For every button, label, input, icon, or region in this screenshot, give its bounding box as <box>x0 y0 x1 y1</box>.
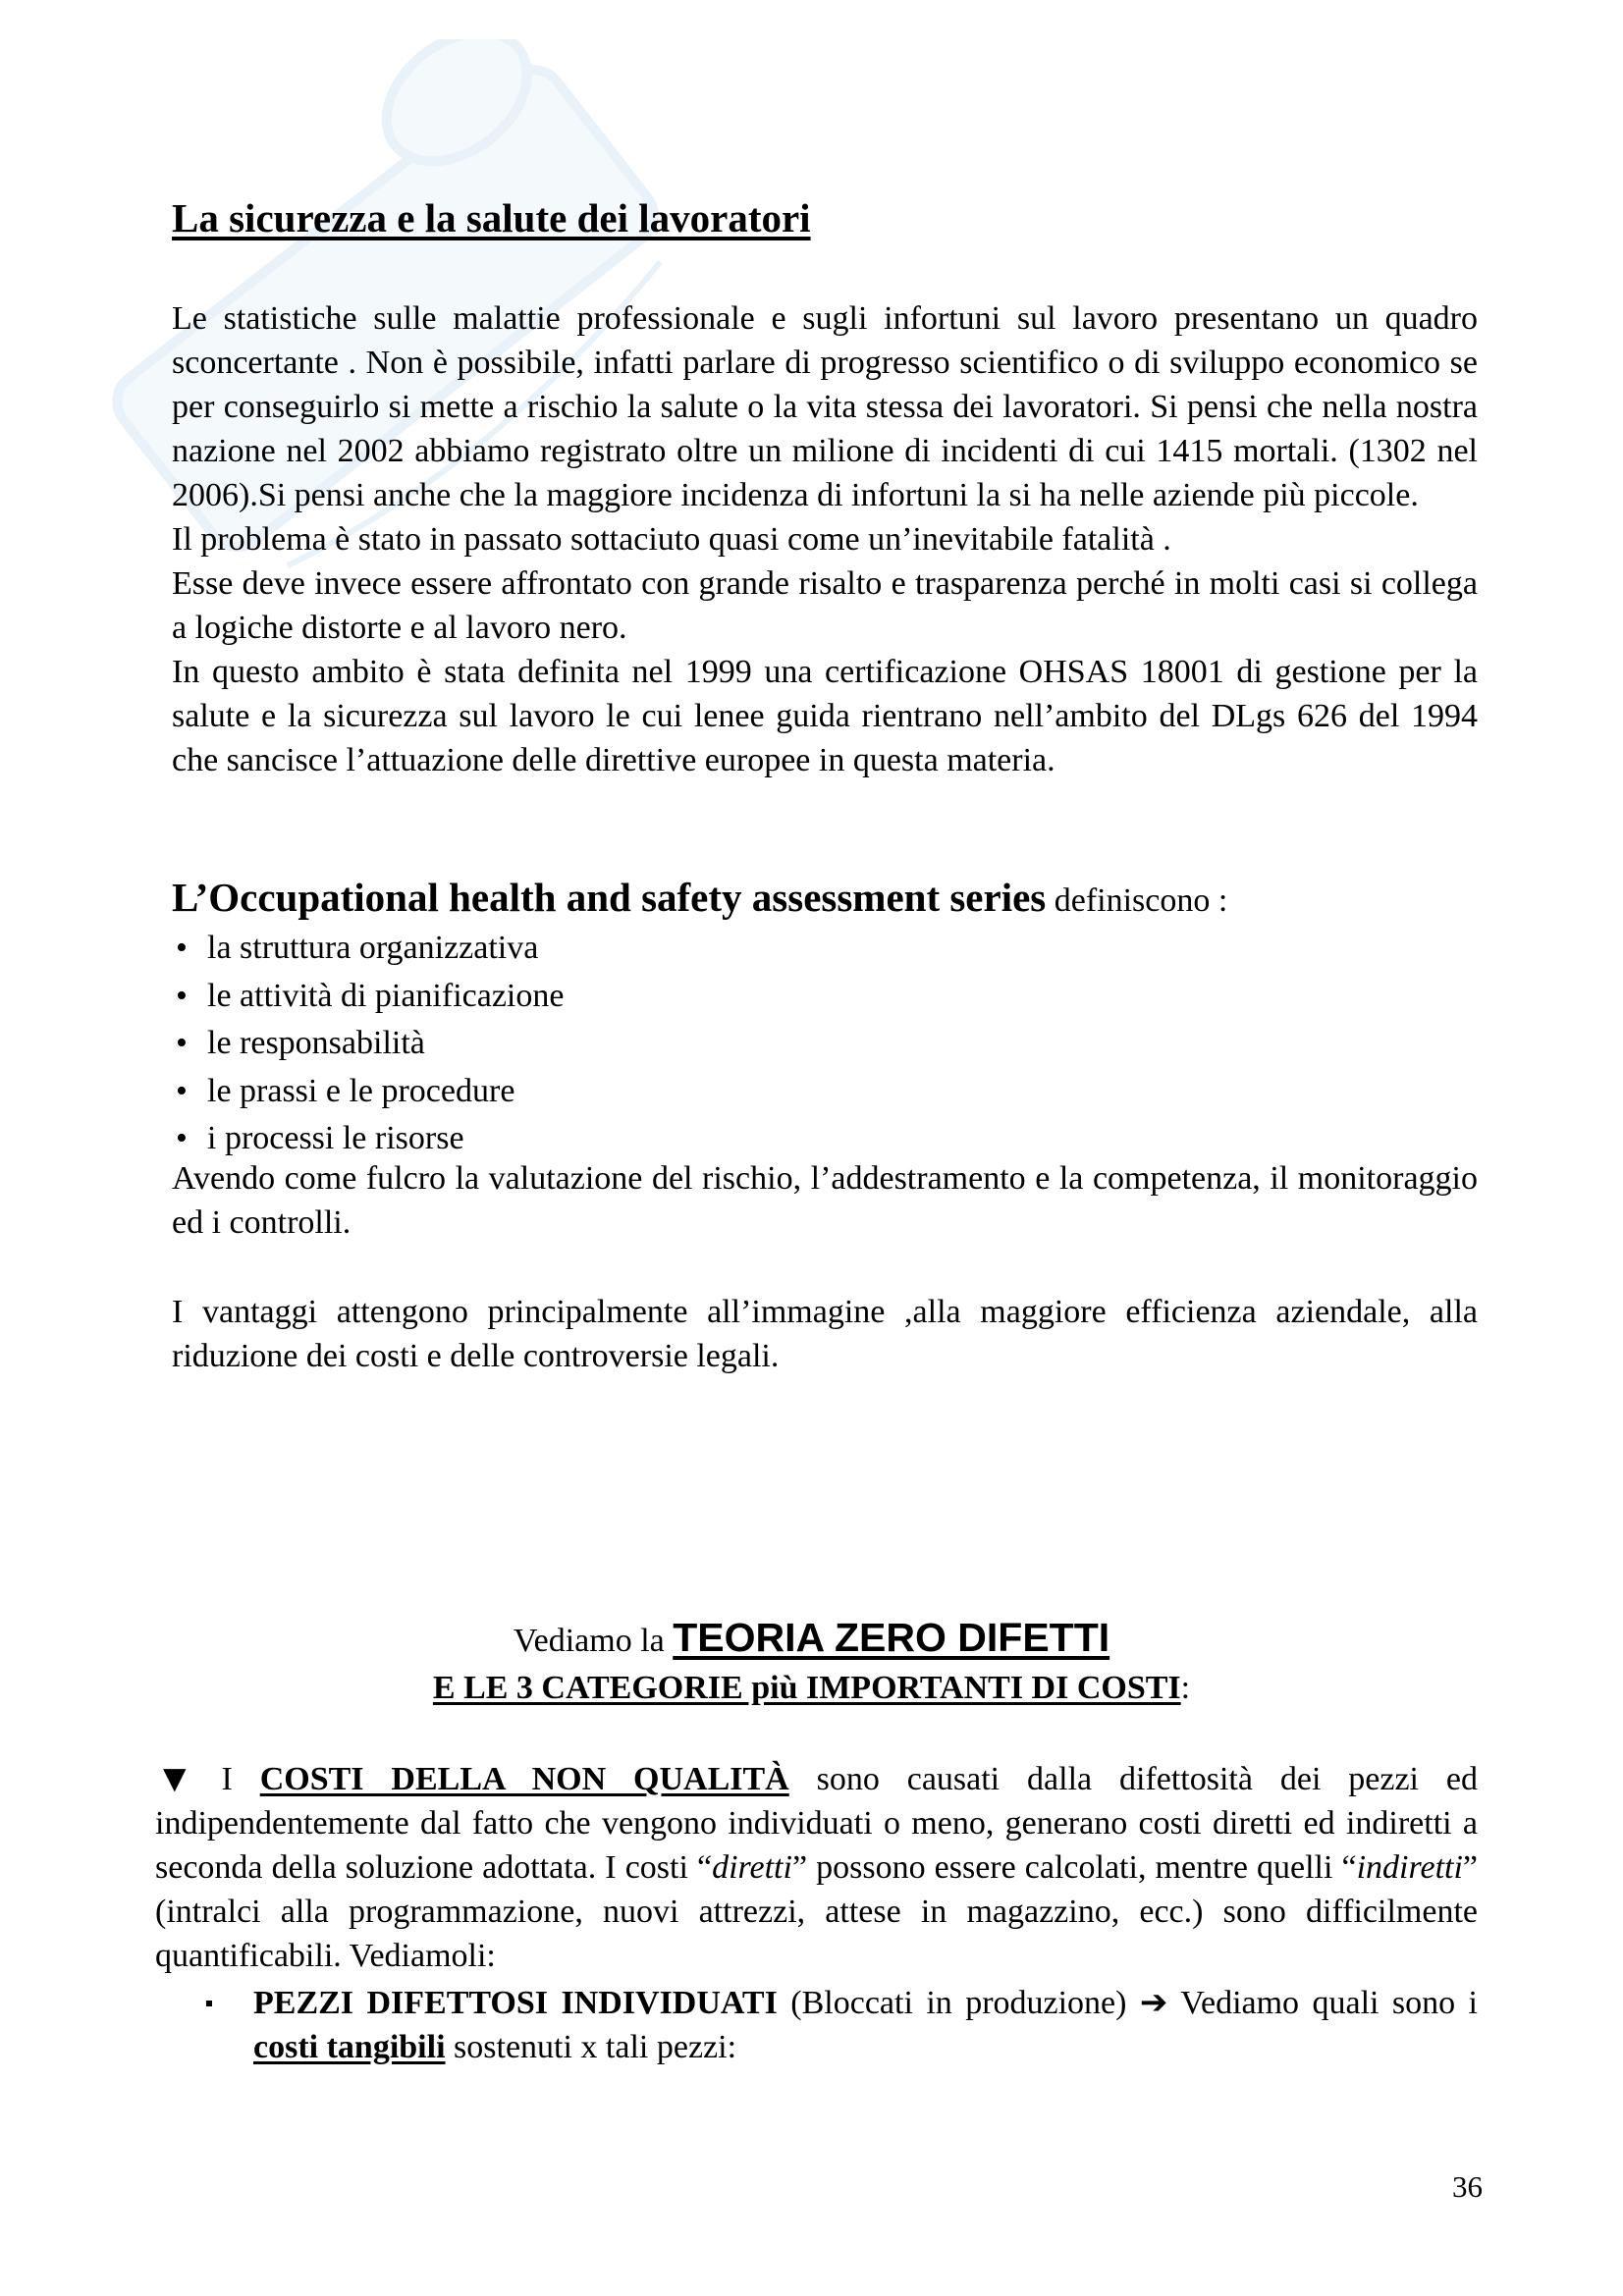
page-number: 36 <box>1452 2169 1483 2204</box>
page-title: La sicurezza e la salute dei lavoratori <box>172 195 811 240</box>
sub-list-item-pezzi-difettosi: PEZZI DIFETTOSI INDIVIDUATI (Bloccati in produzione) ➔ Vediamo quali sono i costi tangibili sostenuti x tali pezzi: <box>206 1981 1478 2069</box>
paragraph-statistiche: Le statistiche sulle malattie professionale e sugli infortuni sul lavoro presentano un quadro sconcertante . Non è possibile, infatti parlare di progresso scientifico o di sviluppo economico se per conseguirlo si mette a rischio la salute o la vita stessa dei lavoratori. Si pensi che nella nostra nazione nel 2002 abbiamo registrato oltre un milione di incidenti di cui 1415 mortali. (1302 nel 2006).Si pensi anche che la maggiore incidenza di infortuni la si ha nelle aziende più piccole. <box>172 300 1478 513</box>
ohsas-bullet-list <box>172 925 564 1163</box>
paragraph-affrontato: Esse deve invece essere affrontato con grande risalto e trasparenza perché in molti casi si collega a logiche distorte e al lavoro nero. <box>172 565 1478 646</box>
list-item: • i processi le risorse <box>172 1115 564 1163</box>
paragraph-ohsas-certificazione: In questo ambito è stata definita nel 1999 una certificazione OHSAS 18001 di gestione per la salute e la sicurezza sul lavoro le cui lenee guida rientrano nell’ambito del DLgs 626 del 1994 che sancisce l’attuazione delle direttive europee in questa materia. <box>172 654 1478 778</box>
ohsas-definiscono: definiscono : <box>1046 882 1228 919</box>
bullet-icon: • <box>176 1025 188 1061</box>
paragraph-fulcro: Avendo come fulcro la valutazione del rischio, l’addestramento e la competenza, il monitoraggio ed i controlli. <box>172 1160 1478 1241</box>
costi-tangibili: costi tangibili <box>253 2029 446 2065</box>
paragraph-costi-non-qualita: ▼ I COSTI DELLA NON QUALITÀ sono causati dalla difettosità dei pezzi ed indipendentemente dal fatto che vengono individuati o meno, generano costi diretti ed indiretti a seconda della soluzione adottata. I costi “diretti” possono essere calcolati, mentre quelli “indiretti” (intralci alla programmazione, nuovi attrezzi, attese in magazzino, ecc.) sono difficilmente quantificabili. Vediamoli: <box>155 1756 1478 1974</box>
paragraph-problema: Il problema è stato in passato sottaciuto quasi come un’inevitabile fatalità . <box>172 521 1171 558</box>
triangle-down-icon: ▼ <box>155 1756 194 1800</box>
arrow-right-icon: ➔ <box>1139 1985 1168 2021</box>
section-heading-categorie: E LE 3 CATEGORIE più IMPORTANTI DI COSTI: <box>432 1670 1191 1706</box>
ohsas-title: L’Occupational health and safety assessment series <box>172 875 1047 920</box>
teoria-zero-difetti: TEORIA ZERO DIFETTI <box>673 1615 1110 1660</box>
section-heading-vediamo: Vediamo la TEORIA ZERO DIFETTI <box>513 1615 1110 1660</box>
list-item: • le prassi e le procedure <box>172 1068 564 1116</box>
square-bullet-icon <box>206 2001 212 2006</box>
paragraph-vantaggi: I vantaggi attengono principalmente all’immagine ,alla maggiore efficienza aziendale, alla riduzione dei costi e delle controversie legali. <box>172 1294 1478 1374</box>
list-item: • le attività di pianificazione <box>172 973 564 1021</box>
list-item: • le responsabilità <box>172 1020 564 1068</box>
costi-non-qualita-heading: COSTI DELLA NON QUALITÀ <box>259 1761 789 1797</box>
bullet-icon: • <box>176 1072 188 1109</box>
ohsas-definition <box>172 872 1478 927</box>
bullet-icon: • <box>176 1120 188 1156</box>
list-item: • la struttura organizzativa <box>172 925 564 973</box>
bullet-icon: • <box>176 977 188 1014</box>
bullet-icon: • <box>176 930 188 966</box>
intro-paragraphs <box>172 296 1478 782</box>
